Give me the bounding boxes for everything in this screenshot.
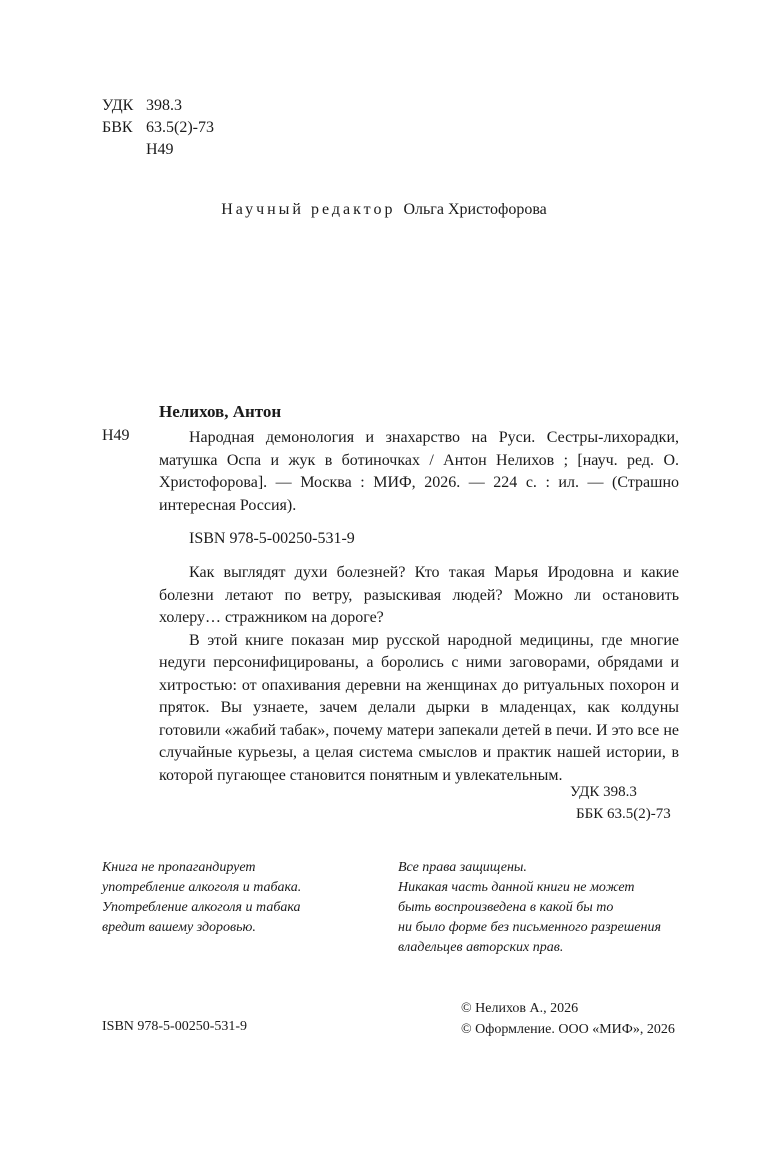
editor-role: Научный редактор: [221, 201, 396, 218]
bibliographic-description: [159, 427, 679, 517]
author-code: Н49: [146, 141, 174, 158]
annotation: [159, 562, 679, 787]
rights-notice-line: Все права защищены.: [398, 860, 527, 875]
health-notice-line: употребление алкоголя и табака.: [102, 880, 302, 895]
bbk-value: 63.5(2)-73: [146, 119, 214, 136]
copyright-design: © Оформление. ООО «МИФ», 2026: [461, 1022, 675, 1037]
description-text: Народная демонология и знахарство на Руси. Сестры-лихорадки, матушка Оспа и жук в ботиночках / Антон Нелихов ; [науч. ред. О. Христофорова]. — Москва : МИФ, 2026. — 224 с. : ил. — (Страшно интересная Россия).: [159, 429, 679, 514]
rights-notice-line: Никакая часть данной книги не может: [398, 880, 635, 895]
udk-value: 398.3: [146, 97, 182, 114]
author-code-margin: Н49: [102, 427, 130, 444]
udk-row: [102, 95, 214, 117]
health-notice-line: вредит вашему здоровью.: [102, 920, 256, 935]
rights-notice: [398, 858, 661, 958]
bbk-row: [102, 117, 214, 139]
rights-notice-line: ни было форме без письменного разрешения: [398, 920, 661, 935]
classification-codes: [102, 95, 214, 161]
rights-notice-line: быть воспроизведена в какой бы то: [398, 900, 614, 915]
bbk-label: БВК: [102, 119, 133, 136]
scientific-editor: [0, 201, 768, 219]
health-notice-line: Книга не пропагандирует: [102, 860, 256, 875]
author-heading: Нелихов, Антон: [159, 402, 282, 421]
isbn-main: ISBN 978-5-00250-531-9: [189, 530, 355, 547]
bbk-repeat: ББК 63.5(2)-73: [576, 806, 671, 822]
health-notice: [102, 858, 301, 938]
health-notice-line: Употребление алкоголя и табака: [102, 900, 301, 915]
isbn-bottom: ISBN 978-5-00250-531-9: [102, 1019, 248, 1034]
annotation-paragraph-1: Как выглядят духи болезней? Кто такая Марья Иродовна и какие болезни летают по ветру, разыскивая людей? Можно ли остановить холеру… стражником на дороге?: [159, 564, 679, 626]
editor-name: Ольга Христофорова: [403, 201, 547, 218]
udk-label: УДК: [102, 97, 134, 114]
copyright-block: [461, 998, 675, 1040]
classification-repeat: [570, 781, 671, 825]
udk-repeat: УДК 398.3: [570, 784, 637, 800]
rights-notice-line: владельцев авторских прав.: [398, 940, 564, 955]
copyright-author: © Нелихов А., 2026: [461, 1001, 579, 1016]
author-code-row: [102, 139, 214, 161]
annotation-paragraph-2: В этой книге показан мир русской народной медицины, где многие недуги персонифицированы, а боролись с ними заговорами, обрядами и хитростью: от опахивания деревни на женщинах до ритуальных похорон и пряток. Вы узнаете, зачем делали дырки в младенцах, как колдуны готовили «жабий табак», почему матери запекали детей в печи. И это все не случайные курьезы, а целая система смыслов и практик нашей истории, в которой пугающее становится понятным и увлекательным.: [159, 631, 679, 784]
